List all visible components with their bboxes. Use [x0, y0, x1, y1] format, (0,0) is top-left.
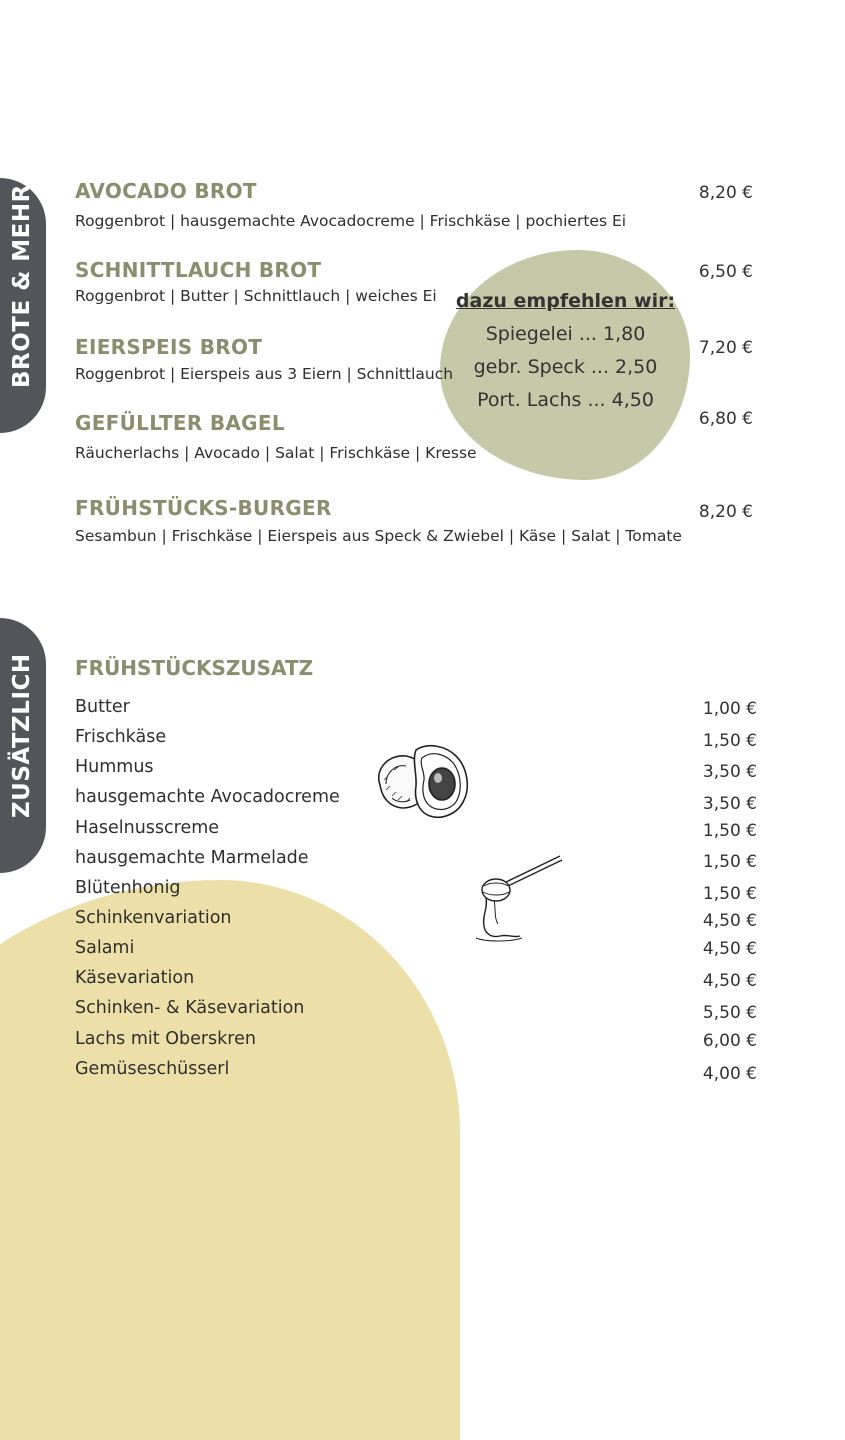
avocado-illustration — [372, 740, 474, 822]
item-description: Roggenbrot | Eierspeis aus 3 Eiern | Schnittlauch — [75, 365, 454, 383]
side-tab-extras-label: ZUSÄTZLICH — [9, 653, 35, 818]
recommendation-box — [448, 290, 683, 417]
item-price: 7,20 € — [698, 338, 753, 358]
extra-item-price: 4,50 € — [702, 911, 757, 931]
extra-item-price: 3,50 € — [702, 794, 757, 814]
item-description: Roggenbrot | Butter | Schnittlauch | weiches Ei — [75, 287, 437, 305]
extra-item-name: hausgemachte Marmelade — [75, 848, 309, 868]
item-description: Roggenbrot | hausgemachte Avocadocreme | Frischkäse | pochiertes Ei — [75, 212, 627, 230]
item-title: SCHNITTLAUCH BROT — [75, 258, 322, 282]
item-description: Räucherlachs | Avocado | Salat | Frischkäse | Kresse — [75, 444, 477, 462]
section-title: FRÜHSTÜCKSZUSATZ — [75, 656, 314, 680]
extra-item-name: Schinkenvariation — [75, 908, 232, 928]
recommendation-item: gebr. Speck ... 2,50 — [473, 356, 658, 378]
extra-item-name: Käsevariation — [75, 968, 195, 988]
side-tab-breads-label: BROTE & MEHR — [9, 184, 35, 388]
extra-item-name: Frischkäse — [75, 727, 167, 747]
extra-item-price: 4,50 € — [702, 939, 757, 959]
item-title: EIERSPEIS BROT — [75, 335, 263, 359]
extra-item-price: 1,50 € — [702, 821, 757, 841]
item-title: FRÜHSTÜCKS-BURGER — [75, 496, 332, 520]
extra-item-name: hausgemachte Avocadocreme — [75, 787, 340, 807]
extra-item-name: Haselnusscreme — [75, 818, 220, 838]
extra-item-price: 4,50 € — [702, 971, 757, 991]
extra-item-price: 6,00 € — [702, 1031, 757, 1051]
extra-item-name: Schinken- & Käsevariation — [75, 998, 305, 1018]
item-title: GEFÜLLTER BAGEL — [75, 411, 285, 435]
extra-item-price: 3,50 € — [702, 762, 757, 782]
extra-item-price: 5,50 € — [702, 1003, 757, 1023]
extra-item-name: Butter — [75, 697, 130, 717]
item-price: 8,20 € — [698, 502, 753, 522]
extra-item-price: 1,50 € — [702, 884, 757, 904]
extra-item-price: 1,50 € — [702, 731, 757, 751]
extra-item-name: Blütenhonig — [75, 878, 181, 898]
side-tab-extras — [0, 618, 46, 873]
extra-item-name: Lachs mit Oberskren — [75, 1029, 256, 1049]
recommendation-title: dazu empfehlen wir: — [455, 290, 676, 312]
extra-item-price: 1,50 € — [702, 852, 757, 872]
side-tab-breads — [0, 178, 46, 433]
item-price: 6,80 € — [698, 409, 753, 429]
yellow-background-blob — [0, 880, 460, 1440]
item-price: 6,50 € — [698, 262, 753, 282]
extra-item-price: 4,00 € — [702, 1064, 757, 1084]
extra-item-name: Salami — [75, 938, 135, 958]
recommendation-item: Port. Lachs ... 4,50 — [477, 389, 654, 411]
extra-item-name: Hummus — [75, 757, 154, 777]
item-title: AVOCADO BROT — [75, 179, 257, 203]
honey-dipper-illustration — [470, 852, 566, 946]
item-price: 8,20 € — [698, 183, 753, 203]
recommendation-item: Spiegelei ... 1,80 — [485, 323, 646, 345]
extra-item-name: Gemüseschüsserl — [75, 1059, 230, 1079]
item-description: Sesambun | Frischkäse | Eierspeis aus Speck & Zwiebel | Käse | Salat | Tomate — [75, 527, 682, 545]
extra-item-price: 1,00 € — [702, 699, 757, 719]
